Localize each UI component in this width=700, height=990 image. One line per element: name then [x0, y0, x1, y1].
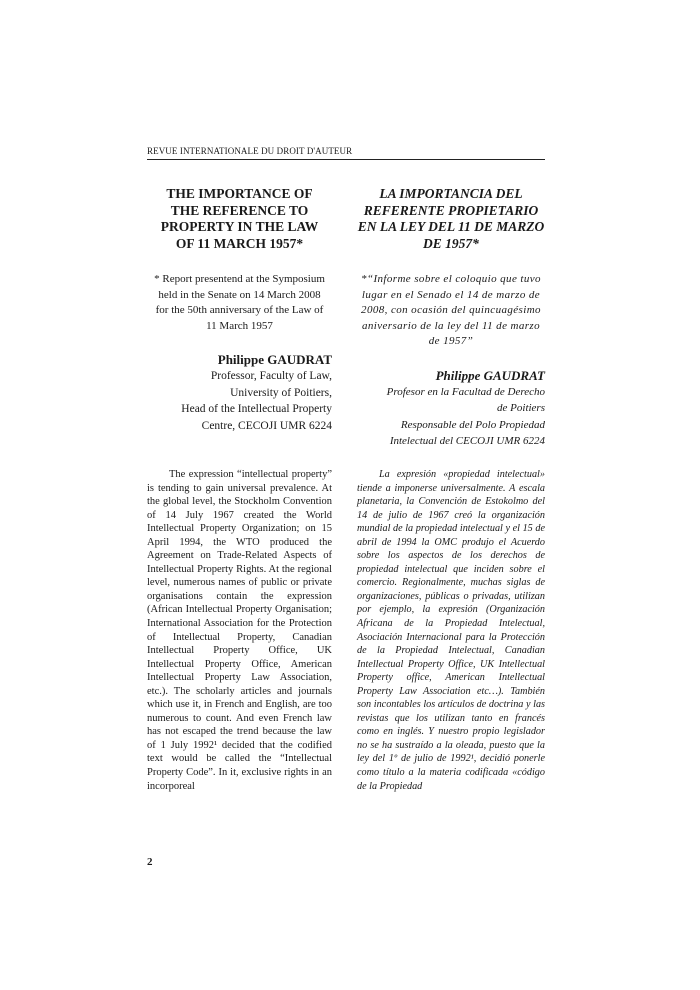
spanish-body-paragraph: La expresión «propiedad intelectual» tiende a imponerse universalmente. A escala planetaria, la Convención de Estokolmo del 14 de julio de 1967 creó la organización mundial de la propiedad intelectual y el 15 de abril de 1994 la OMC produjo el Acuerdo sobre los aspectos de los derechos de propiedad intelectual que inciden sobre el comercio. Regionalmente, muchas siglas de organizaciones, públicas o privadas, utilizan por ejemplo, la expresión (Organización Africana de la Propiedad Intelectual, Asociación Internacional para la Protección de la Propiedad Intelectual, Canadian Intellectual Property Office, UK Intellectual Property office, American Intellectual Property Law Association etc…). También son incontables los artículos de doctrina y las revistas que los utilizan tanto en francés como en inglés. Y nuestro propio legislador no se ha sustraído a la oleada, puesto que la ley del 1º de julio de 1992¹, decidió ponerle como título a la materia codificada «código de la Propiedad: [357, 469, 545, 792]
english-body-paragraph: The expression “intellectual property” is tending to gain universal prevalence. At the global level, the Stockholm Convention of 14 July 1967 created the World Intellectual Property Organization; on 15 April 1994, the WTO produced the Agreement on Trade-Related Aspects of Intellectual Property Rights. At the regional level, numerous names of public or private organisations contain the expression (African Intellectual Property Organisation; International Association for the Protection of Intellectual Property, Canadian Intellectual Property Office, UK Intellectual Property Office, American Intellectual Property Law Association, etc.). The scholarly articles and journals which use it, in French and English, are too numerous to count. And even French law has not escaped the trend because the law of 1 July 1992¹ decided that the codified text would be called the “Intellectual Property Code”. In it, exclusive rights in an incorporeal: [147, 469, 332, 792]
spanish-author-name: Philippe GAUDRAT: [435, 367, 545, 383]
english-author-block: [147, 352, 332, 434]
english-title: THE IMPORTANCE OF THE REFERENCE TO PROPERTY IN THE LAW OF 11 MARCH 1957*: [160, 186, 319, 251]
english-affiliation-line: University of Poitiers,: [230, 386, 332, 399]
english-affiliation-line: Centre, CECOJI UMR 6224: [201, 419, 332, 432]
spanish-author-block: [357, 368, 545, 450]
page-number: 2: [147, 856, 153, 868]
english-affiliation-line: Professor, Faculty of Law,: [210, 370, 332, 382]
english-affiliation-line: Head of the Intellectual Property: [181, 403, 332, 415]
spanish-affiliation-line: Intelectual del CECOJI UMR 6224: [389, 435, 545, 447]
spanish-footnote: *“Informe sobre el coloquio que tuvo lugar en el Senado el 14 de marzo de 2008, con ocasión del quincuagésimo aniversario de la ley del 11 de marzo de 1957”: [361, 273, 541, 347]
spanish-affiliation-line: Responsable del Polo Propiedad: [400, 418, 545, 431]
english-header-column: [147, 186, 332, 434]
spanish-body: [357, 468, 545, 793]
running-head: REVUE INTERNATIONALE DU DROIT D'AUTEUR: [147, 146, 545, 160]
spanish-title: LA IMPORTANCIA DEL REFERENTE PROPIETARIO EN LA LEY DEL 11 DE MARZO DE 1957*: [357, 186, 545, 251]
english-footnote: * Report presentend at the Symposium held in the Senate on 14 March 2008 for the 50th anniversary of the Law of 11 March 1957: [154, 273, 325, 332]
english-author-name: Philippe GAUDRAT: [217, 352, 332, 367]
english-body: [147, 468, 332, 793]
spanish-affiliation-line: de Poitiers: [497, 402, 545, 414]
spanish-header-column: [357, 186, 545, 450]
spanish-affiliation-line: Profesor en la Facultad de Derecho: [386, 385, 545, 398]
